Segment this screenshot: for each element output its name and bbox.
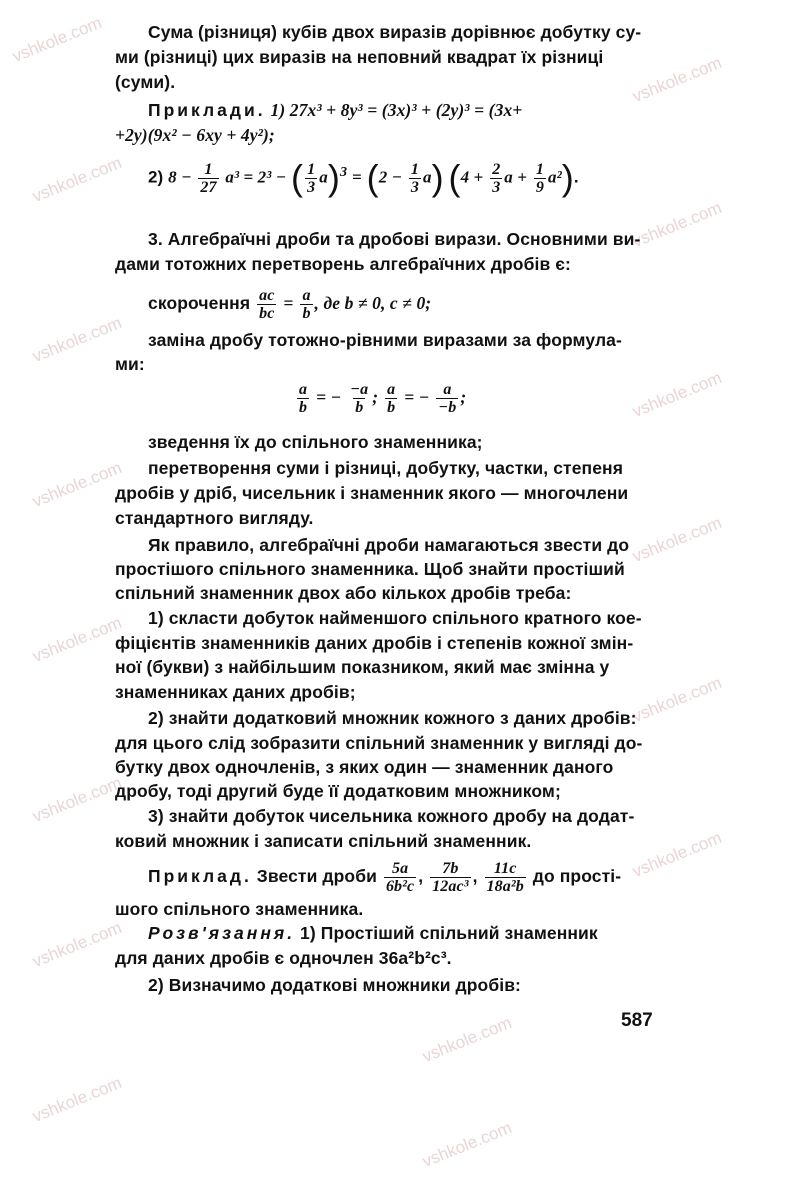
text-line: знаменниках даних дробів; bbox=[115, 682, 356, 702]
watermark: vshkole.com bbox=[29, 313, 125, 367]
section-heading-line: 3. Алгебраїчні дроби та дробові вирази. Основними ви- bbox=[148, 229, 641, 249]
text-line: зведення їх до спільного знаменника; bbox=[148, 432, 483, 452]
formula-number: 2) bbox=[148, 167, 164, 187]
fraction: $\frac{1}{27}$ bbox=[200, 160, 217, 196]
fraction: $\frac{2}{3}$ bbox=[492, 160, 501, 196]
text-line: фіцієнтів знаменників даних дробів і степенів кожної змін- bbox=[115, 633, 634, 653]
watermark: vshkole.com bbox=[629, 368, 725, 422]
fraction: $\frac{11c}{\text{18a²b}}$ bbox=[486, 860, 524, 895]
text-line: ної (букви) з найбільшим показником, який має змінна у bbox=[115, 657, 610, 677]
text-line: шого спільного знаменника. bbox=[115, 899, 364, 919]
text-line: спільний знаменник двох або кількох дробів треба: bbox=[115, 583, 572, 603]
text-line: (суми). bbox=[115, 72, 176, 92]
text-line: дробу, тоді другий буде її додатковим множником; bbox=[115, 781, 561, 801]
fraction: $\frac{ac}{bc}$ bbox=[259, 287, 275, 322]
text-line: перетворення суми і різниці, добутку, частки, степеня bbox=[148, 458, 624, 478]
text-line: 3) знайти добуток чисельника кожного дробу на додат- bbox=[148, 806, 635, 826]
fraction: $\frac{7b}{\text{12ac³}}$ bbox=[432, 860, 469, 895]
fraction: $\frac{1}{3}$ bbox=[307, 160, 316, 196]
solution-label: Розв'язання. bbox=[148, 923, 296, 943]
example-label: Приклад. bbox=[148, 866, 252, 887]
text-line: Сума (різниця) кубів двох виразів дорівнює добутку су- bbox=[148, 22, 642, 42]
watermark: vshkole.com bbox=[29, 613, 125, 667]
text-line: ми: bbox=[115, 354, 145, 374]
text-line: 2) Визначимо додаткові множники дробів: bbox=[148, 975, 521, 995]
text-line: бутку двох одночленів, з яких один — знаменник даного bbox=[115, 757, 614, 777]
page-number: 587 bbox=[621, 1010, 653, 1031]
fraction: $\frac{1}{3}$ bbox=[410, 160, 419, 196]
text-line: дробів у дріб, чисельник і знаменник якого — многочлени bbox=[115, 483, 629, 503]
watermark: vshkole.com bbox=[419, 1013, 515, 1067]
fraction: $\frac{-a}{b}$ bbox=[350, 381, 369, 416]
formula-line: $\frac{a}{b}$ = − $\frac{-a}{b}$ ; $\frac{a}{b}$ = − $\frac{a}{-b}$ ; bbox=[299, 381, 467, 416]
fraction: $\frac{a}{-b}$ bbox=[438, 381, 457, 416]
fraction: $\frac{a}{b}$ bbox=[387, 381, 396, 416]
text-line: заміна дробу тотожно-рівними виразами за формула- bbox=[148, 330, 622, 350]
formula: +2y)(9x² − 6xy + 4y²); bbox=[115, 125, 275, 145]
watermark: vshkole.com bbox=[29, 918, 125, 972]
watermark: vshkole.com bbox=[29, 773, 125, 827]
example-line bbox=[148, 98, 718, 122]
text-line: 2) знайти додатковий множник кожного з даних дробів: bbox=[148, 708, 637, 728]
fraction: $\frac{1}{9}$ bbox=[535, 160, 544, 196]
fraction: $\frac{a}{b}$ bbox=[299, 381, 308, 416]
formula-line: 2) 8 − $\frac{1}{27}$ a³ = 2³ − ( $\frac{1}{3}$ a)$^3$ = (2 − $\frac{1}{3}$ a) (4 + $\frac{2}{3}$ a + $\frac{1}{9}$ a²). bbox=[148, 157, 579, 199]
text-line: 1) скласти добуток найменшого спільного кратного кое- bbox=[148, 608, 642, 628]
fraction: $\frac{5a}{\text{6b²c}}$ bbox=[385, 860, 415, 895]
example-label: Приклади. bbox=[148, 100, 266, 120]
text-line: для даних дробів є одночлен 36a²b²c³. bbox=[115, 948, 452, 968]
solution-line: Розв'язання. 1) Простіший спільний знаменник bbox=[148, 923, 598, 943]
watermark: vshkole.com bbox=[29, 153, 125, 207]
watermark: vshkole.com bbox=[629, 53, 725, 107]
watermark: vshkole.com bbox=[629, 673, 725, 727]
text-line: дами тотожних перетворень алгебраїчних дробів є: bbox=[115, 254, 571, 274]
watermark: vshkole.com bbox=[629, 828, 725, 882]
text-line: ми (різниці) цих виразів на неповний квадрат їх різниці bbox=[115, 47, 604, 67]
reduction-line: скорочення $\frac{ac}{bc}$ = $\frac{a}{b}$ , де b ≠ 0, c ≠ 0; bbox=[148, 287, 432, 322]
formula: 1) 27x³ + 8y³ = (3x)³ + (2y)³ = (3x+ bbox=[270, 100, 523, 120]
text-line: стандартного вигляду. bbox=[115, 508, 314, 528]
watermark: vshkole.com bbox=[629, 513, 725, 567]
watermark: vshkole.com bbox=[629, 198, 725, 252]
section-title: 3. Алгебраїчні дроби та дробові вирази. bbox=[148, 229, 502, 249]
watermark: vshkole.com bbox=[29, 1073, 125, 1127]
text-line: для цього слід зобразити спільний знаменник у вигляді до- bbox=[115, 733, 643, 753]
example-line: Приклад. Звести дроби $\frac{5a}{\text{6b²c}}$ , $\frac{7b}{\text{12ac³}}$ , $\frac{11c}{\text{18a²b}}$ до прості- bbox=[148, 860, 622, 895]
watermark: vshkole.com bbox=[9, 13, 105, 67]
text-line: простішого спільного знаменника. Щоб знайти простіший bbox=[115, 559, 625, 579]
text-line: ковий множник і записати спільний знаменник. bbox=[115, 831, 532, 851]
text-line: Як правило, алгебраїчні дроби намагаються звести до bbox=[148, 535, 630, 555]
fraction: $\frac{a}{b}$ bbox=[302, 287, 311, 322]
watermark: vshkole.com bbox=[419, 1118, 515, 1172]
watermark: vshkole.com bbox=[29, 458, 125, 512]
